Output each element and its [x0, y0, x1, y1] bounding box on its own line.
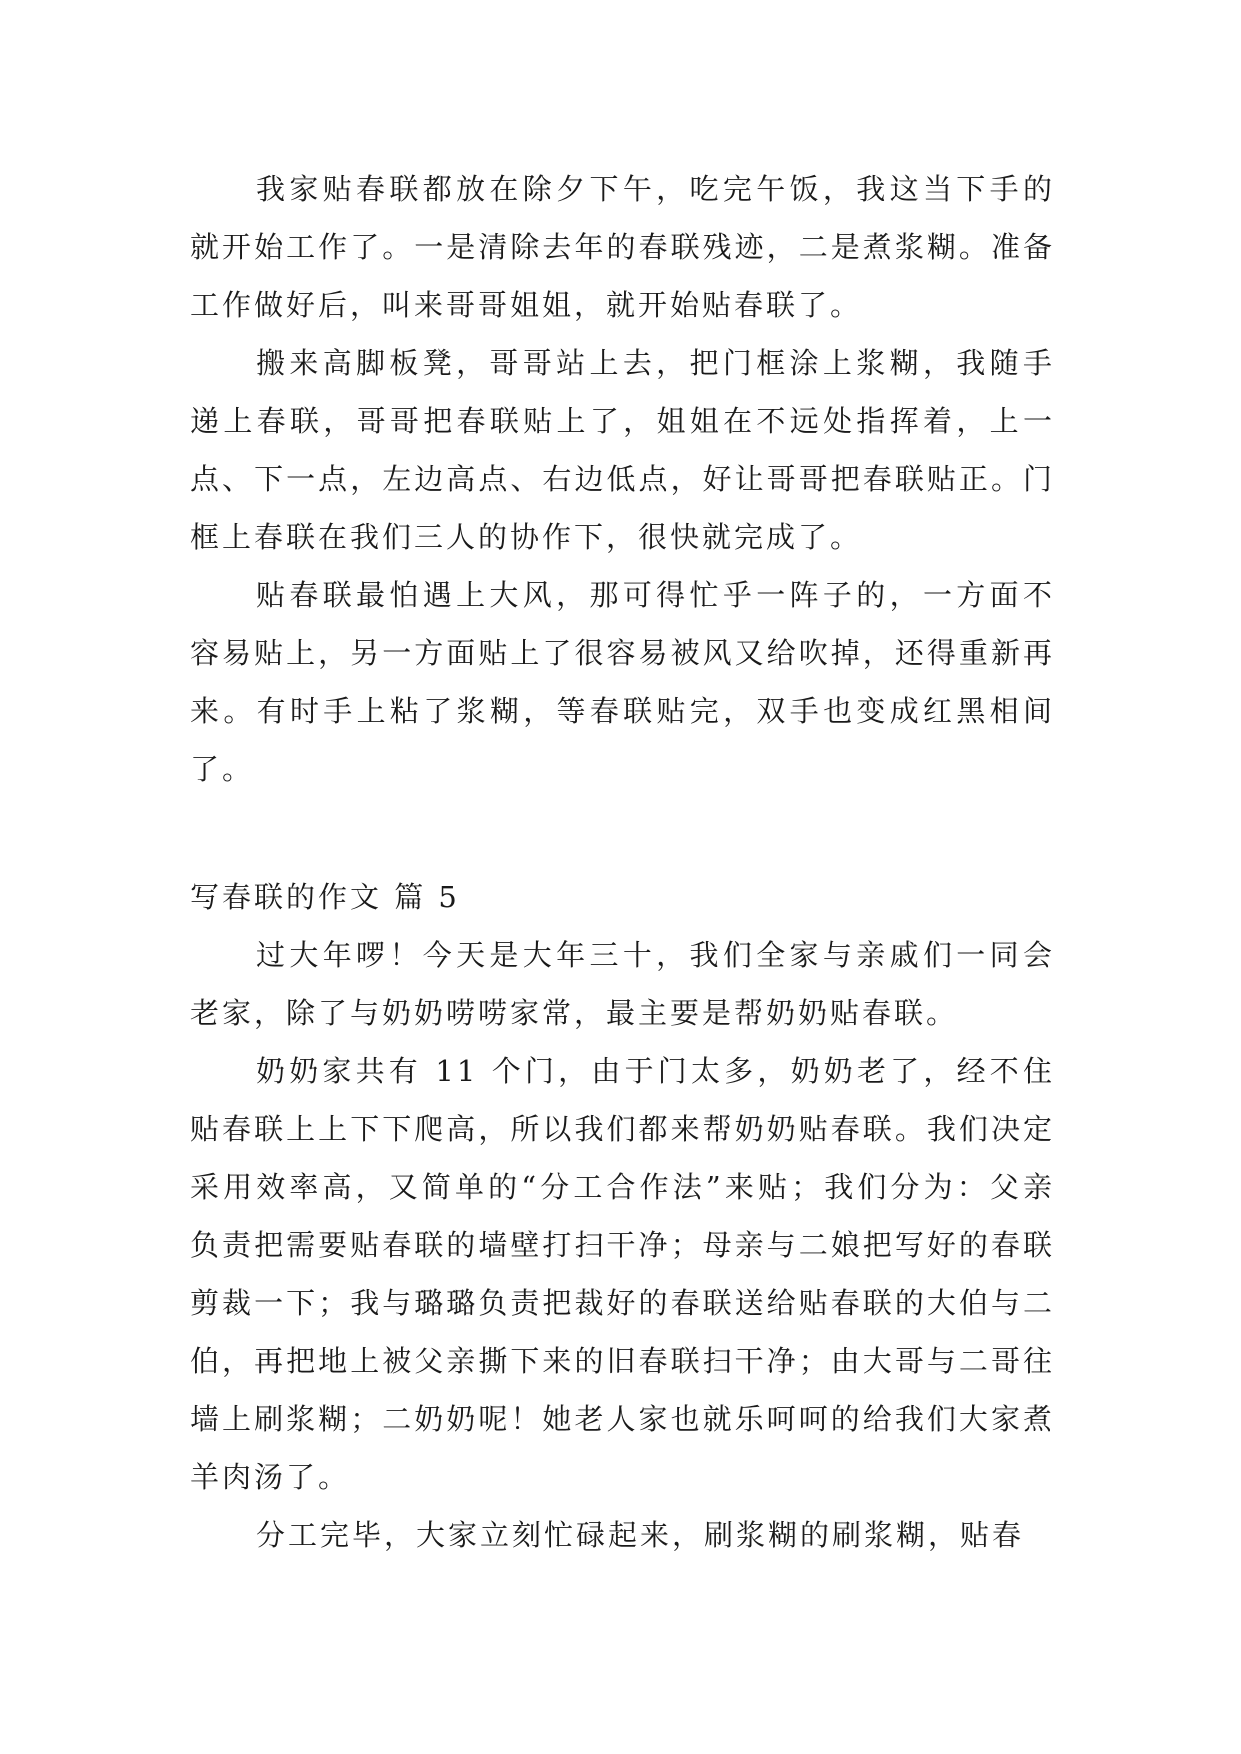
paragraph-2: 搬来高脚板凳，哥哥站上去，把门框涂上浆糊，我随手递上春联，哥哥把春联贴上了，姐姐在不远处指挥着，上一点、下一点，左边高点、右边低点，好让哥哥把春联贴正。门框上春联在我们三人的协作下，很快就完成了。 — [190, 346, 1055, 554]
paragraph-6: 分工完毕，大家立刻忙碌起来，刷浆糊的刷浆糊，贴春 — [256, 1518, 1025, 1552]
paragraph-4: 过大年啰！今天是大年三十，我们全家与亲戚们一同会老家，除了与奶奶唠唠家常，最主要是帮奶奶贴春联。 — [190, 938, 1055, 1030]
paragraph-3: 贴春联最怕遇上大风，那可得忙乎一阵子的，一方面不容易贴上，另一方面贴上了很容易被风又给吹掉，还得重新再来。有时手上粘了浆糊，等春联贴完，双手也变成红黑相间了。 — [190, 578, 1055, 786]
text-column — [190, 160, 1055, 1564]
paragraph-5: 奶奶家共有 11 个门，由于门太多，奶奶老了，经不住贴春联上上下下爬高，所以我们都来帮奶奶贴春联。我们决定采用效率高，又简单的“分工合作法”来贴；我们分为：父亲负责把需要贴春联的墙壁打扫干净；母亲与二娘把写好的春联剪裁一下；我与璐璐负责把裁好的春联送给贴春联的大伯与二伯，再把地上被父亲撕下来的旧春联扫干净；由大哥与二哥往墙上刷浆糊；二奶奶呢！她老人家也就乐呵呵的给我们大家煮羊肉汤了。 — [190, 1054, 1055, 1494]
paragraph-1: 我家贴春联都放在除夕下午，吃完午饭，我这当下手的就开始工作了。一是清除去年的春联残迹，二是煮浆糊。准备工作做好后，叫来哥哥姐姐，就开始贴春联了。 — [190, 172, 1055, 322]
section-heading: 写春联的作文 篇 5 — [190, 880, 460, 914]
